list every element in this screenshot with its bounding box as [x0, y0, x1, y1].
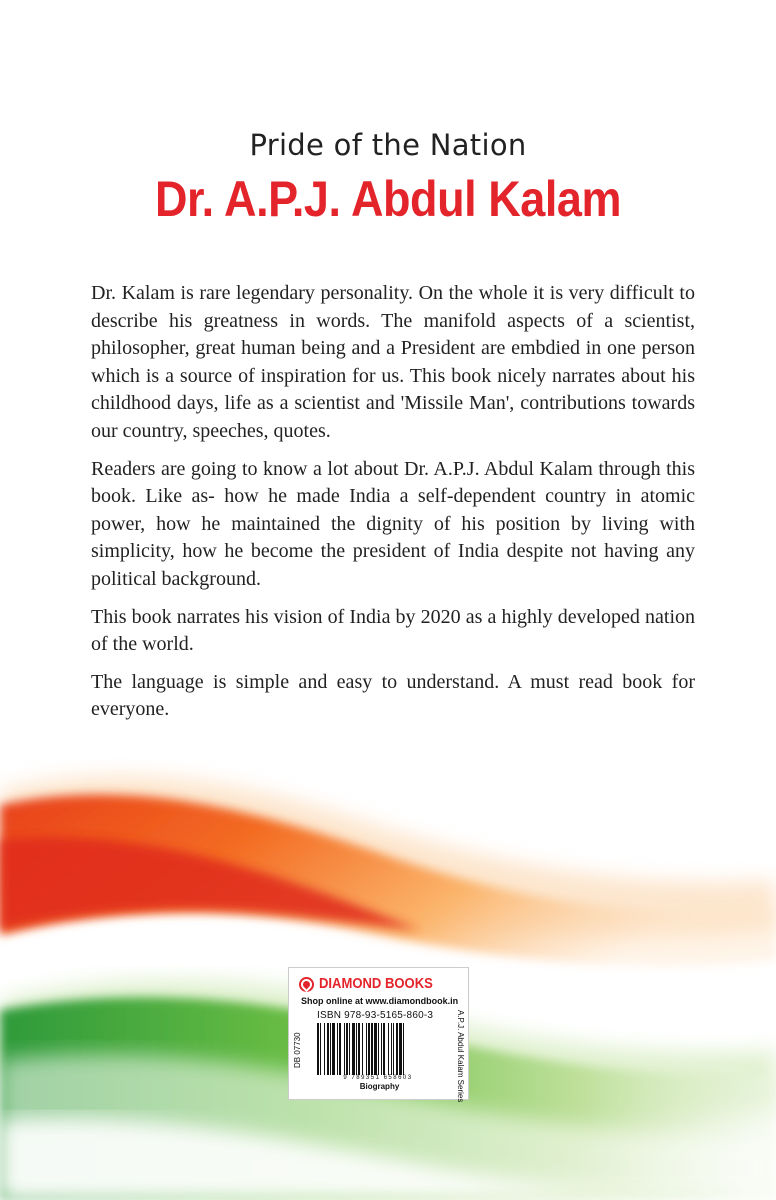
diamond-books-logo-icon	[299, 977, 314, 992]
cover-subtitle: Pride of the Nation	[249, 128, 527, 162]
barcode	[315, 1023, 443, 1075]
publisher-barcode-label	[288, 967, 469, 1103]
shop-online-text: Shop online at www.diamondbook.in	[301, 996, 459, 1006]
blurb-paragraph-1: Dr. Kalam is rare legendary personality. On the whole it is very difficult to describe his greatness in words. The manifold aspects of a scientist, philosopher, great human being and a President are embdied in one person which is a source of inspiration for us. This book nicely narrates about his childhood days, life as a scientist and 'Missile Man', contributions towards our country, speeches, quotes.	[91, 282, 695, 442]
blurb-paragraph-2: Readers are going to know a lot about Dr. A.P.J. Abdul Kalam through this book. Like as- how he made India a self-dependent country in atomic power, how he maintained the dignity of his position by living with simplicity, how he become the president of India despite not having any political background.	[91, 457, 695, 590]
series-name-vertical: A.P.J. Abdul Kalam Series	[456, 1010, 465, 1103]
blurb-paragraph-3: This book narrates his vision of India by 2020 as a highly developed nation of the world.	[91, 605, 695, 656]
product-code-vertical: DB 07730	[293, 1032, 302, 1068]
book-blurb	[91, 280, 695, 734]
publisher-name: DIAMOND BOOKS	[319, 976, 433, 992]
isbn-text: ISBN 978-93-5165-860-3	[317, 1010, 434, 1021]
book-category: Biography	[359, 1082, 400, 1091]
publisher-row	[299, 976, 445, 992]
blurb-paragraph-4: The language is simple and easy to understand. A must read book for everyone.	[91, 670, 695, 721]
barcode-digits: 9 789351 658603	[343, 1075, 413, 1081]
cover-title: Dr. A.P.J. Abdul Kalam	[154, 171, 622, 227]
